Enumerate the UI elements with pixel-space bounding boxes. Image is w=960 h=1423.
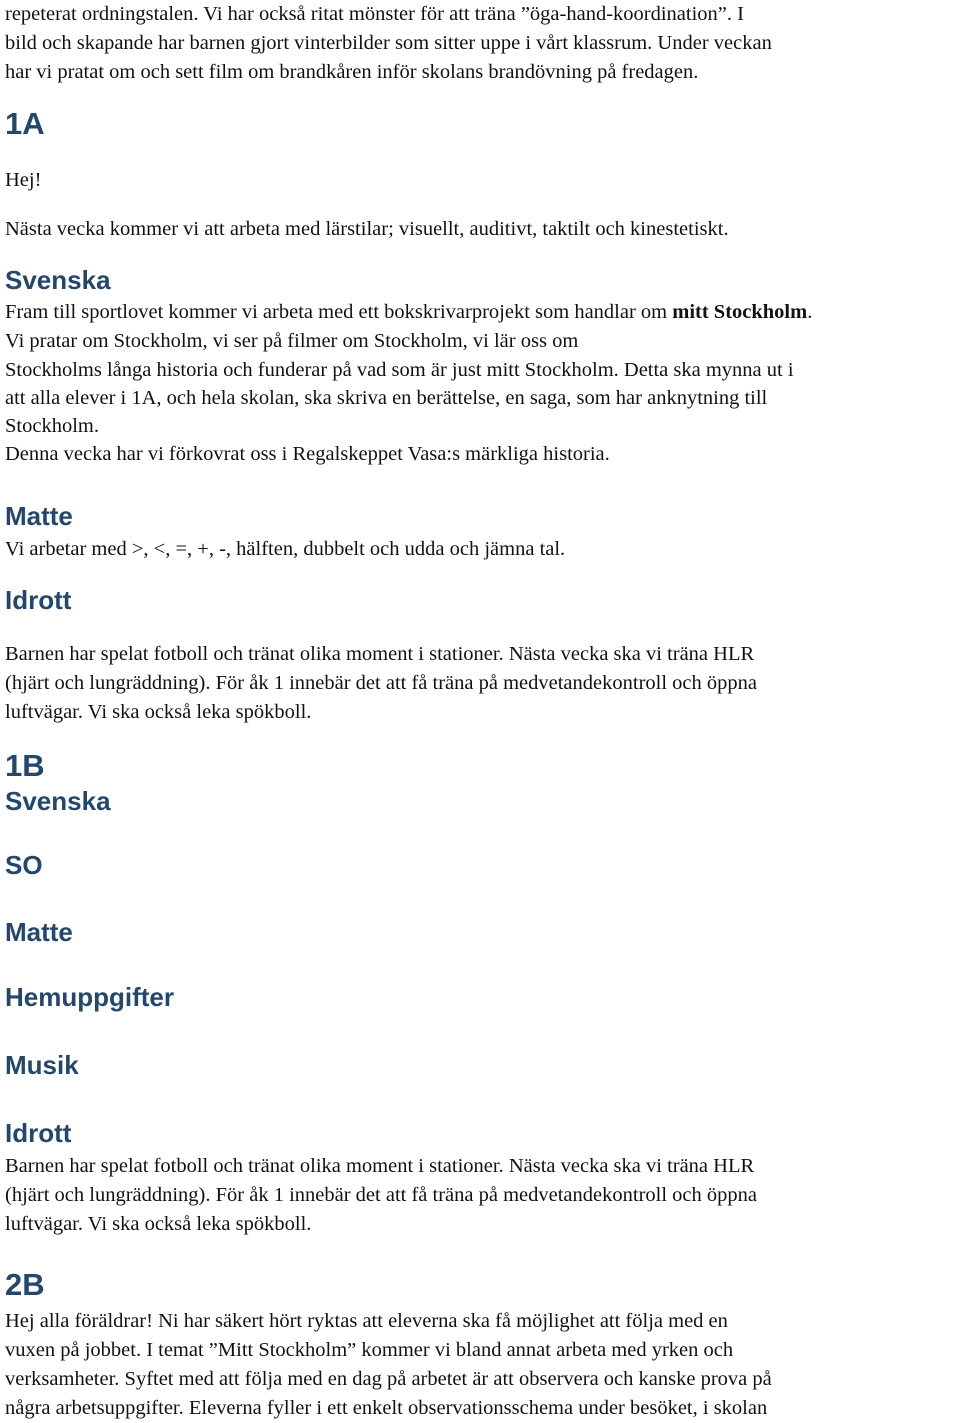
svenska-1a-line-4: att alla elever i 1A, och hela skolan, ska skriva en berättelse, en saga, som har anknytning till [5, 387, 768, 409]
svenska-1a-line-6: Denna vecka har vi förkovrat oss i Regalskeppet Vasa:s märkliga historia. [5, 443, 610, 465]
matte-1a-text: Vi arbetar med >, <, =, +, -, hälften, dubbelt och udda och jämna tal. [5, 538, 566, 560]
idrott-1b-line-1: Barnen har spelat fotboll och tränat olika moment i stationer. Nästa vecka ska vi träna HLR [5, 1155, 755, 1177]
svenska-1a-line-5: Stockholm. [5, 415, 99, 437]
idrott-heading-1b: Idrott [5, 1118, 72, 1148]
lead-1a: Nästa vecka kommer vi att arbeta med lärstilar; visuellt, auditivt, taktilt och kinestetiskt. [5, 218, 729, 240]
intro-line-2: bild och skapande har barnen gjort vinterbilder som sitter uppe i vårt klassrum. Under veckan [5, 32, 772, 54]
2b-line-1: Hej alla föräldrar! Ni har säkert hört ryktas att eleverna ska få möjlighet att följa med en [5, 1310, 728, 1332]
class-1a-heading: 1A [5, 106, 45, 141]
idrott-1a-line-2: (hjärt och lungräddning). För åk 1 innebär det att få träna på medvetandekontroll och öppna [5, 672, 757, 694]
mitt-stockholm-bold: mitt Stockholm [672, 301, 808, 323]
intro-line-1: repeterat ordningstalen. Vi har också ritat mönster för att träna ”öga-hand-koordination”. I [5, 3, 744, 25]
musik-heading-1b: Musik [5, 1050, 79, 1080]
idrott-1a-line-1: Barnen har spelat fotboll och tränat olika moment i stationer. Nästa vecka ska vi träna HLR [5, 643, 755, 665]
intro-line-3: har vi pratat om och sett film om brandkåren inför skolans brandövning på fredagen. [5, 61, 699, 83]
idrott-1a-line-3: luftvägar. Vi ska också leka spökboll. [5, 701, 312, 723]
matte-heading-1b: Matte [5, 917, 73, 947]
svenska-1a-line-2: Vi pratar om Stockholm, vi ser på filmer om Stockholm, vi lär oss om [5, 330, 579, 352]
idrott-1b-line-2: (hjärt och lungräddning). För åk 1 innebär det att få träna på medvetandekontroll och öppna [5, 1184, 757, 1206]
matte-heading-1a: Matte [5, 501, 73, 531]
idrott-heading-1a: Idrott [5, 585, 72, 615]
idrott-1b-line-3: luftvägar. Vi ska också leka spökboll. [5, 1213, 312, 1235]
class-2b-heading: 2B [5, 1267, 45, 1302]
svenska-1a-line-3: Stockholms långa historia och funderar på vad som är just mitt Stockholm. Detta ska mynna ut i [5, 359, 794, 381]
hemuppgifter-heading-1b: Hemuppgifter [5, 982, 174, 1012]
svenska-1a-line-1: Fram till sportlovet kommer vi arbeta med ett bokskrivarprojekt som handlar om mitt Stockholm. [5, 301, 813, 323]
2b-line-3: verksamheter. Syftet med att följa med en dag på arbetet är att observera och kanske prova på [5, 1368, 772, 1390]
svenska-heading-1a: Svenska [5, 265, 111, 295]
2b-line-4: några arbetsuppgifter. Eleverna fyller i ett enkelt observationsschema under besöket, i skolan [5, 1397, 768, 1419]
class-1b-heading: 1B [5, 748, 45, 783]
2b-line-2: vuxen på jobbet. I temat ”Mitt Stockholm” kommer vi bland annat arbeta med yrken och [5, 1339, 734, 1361]
greeting-1a: Hej! [5, 169, 42, 191]
so-heading-1b: SO [5, 850, 43, 880]
svenska-heading-1b: Svenska [5, 786, 111, 816]
